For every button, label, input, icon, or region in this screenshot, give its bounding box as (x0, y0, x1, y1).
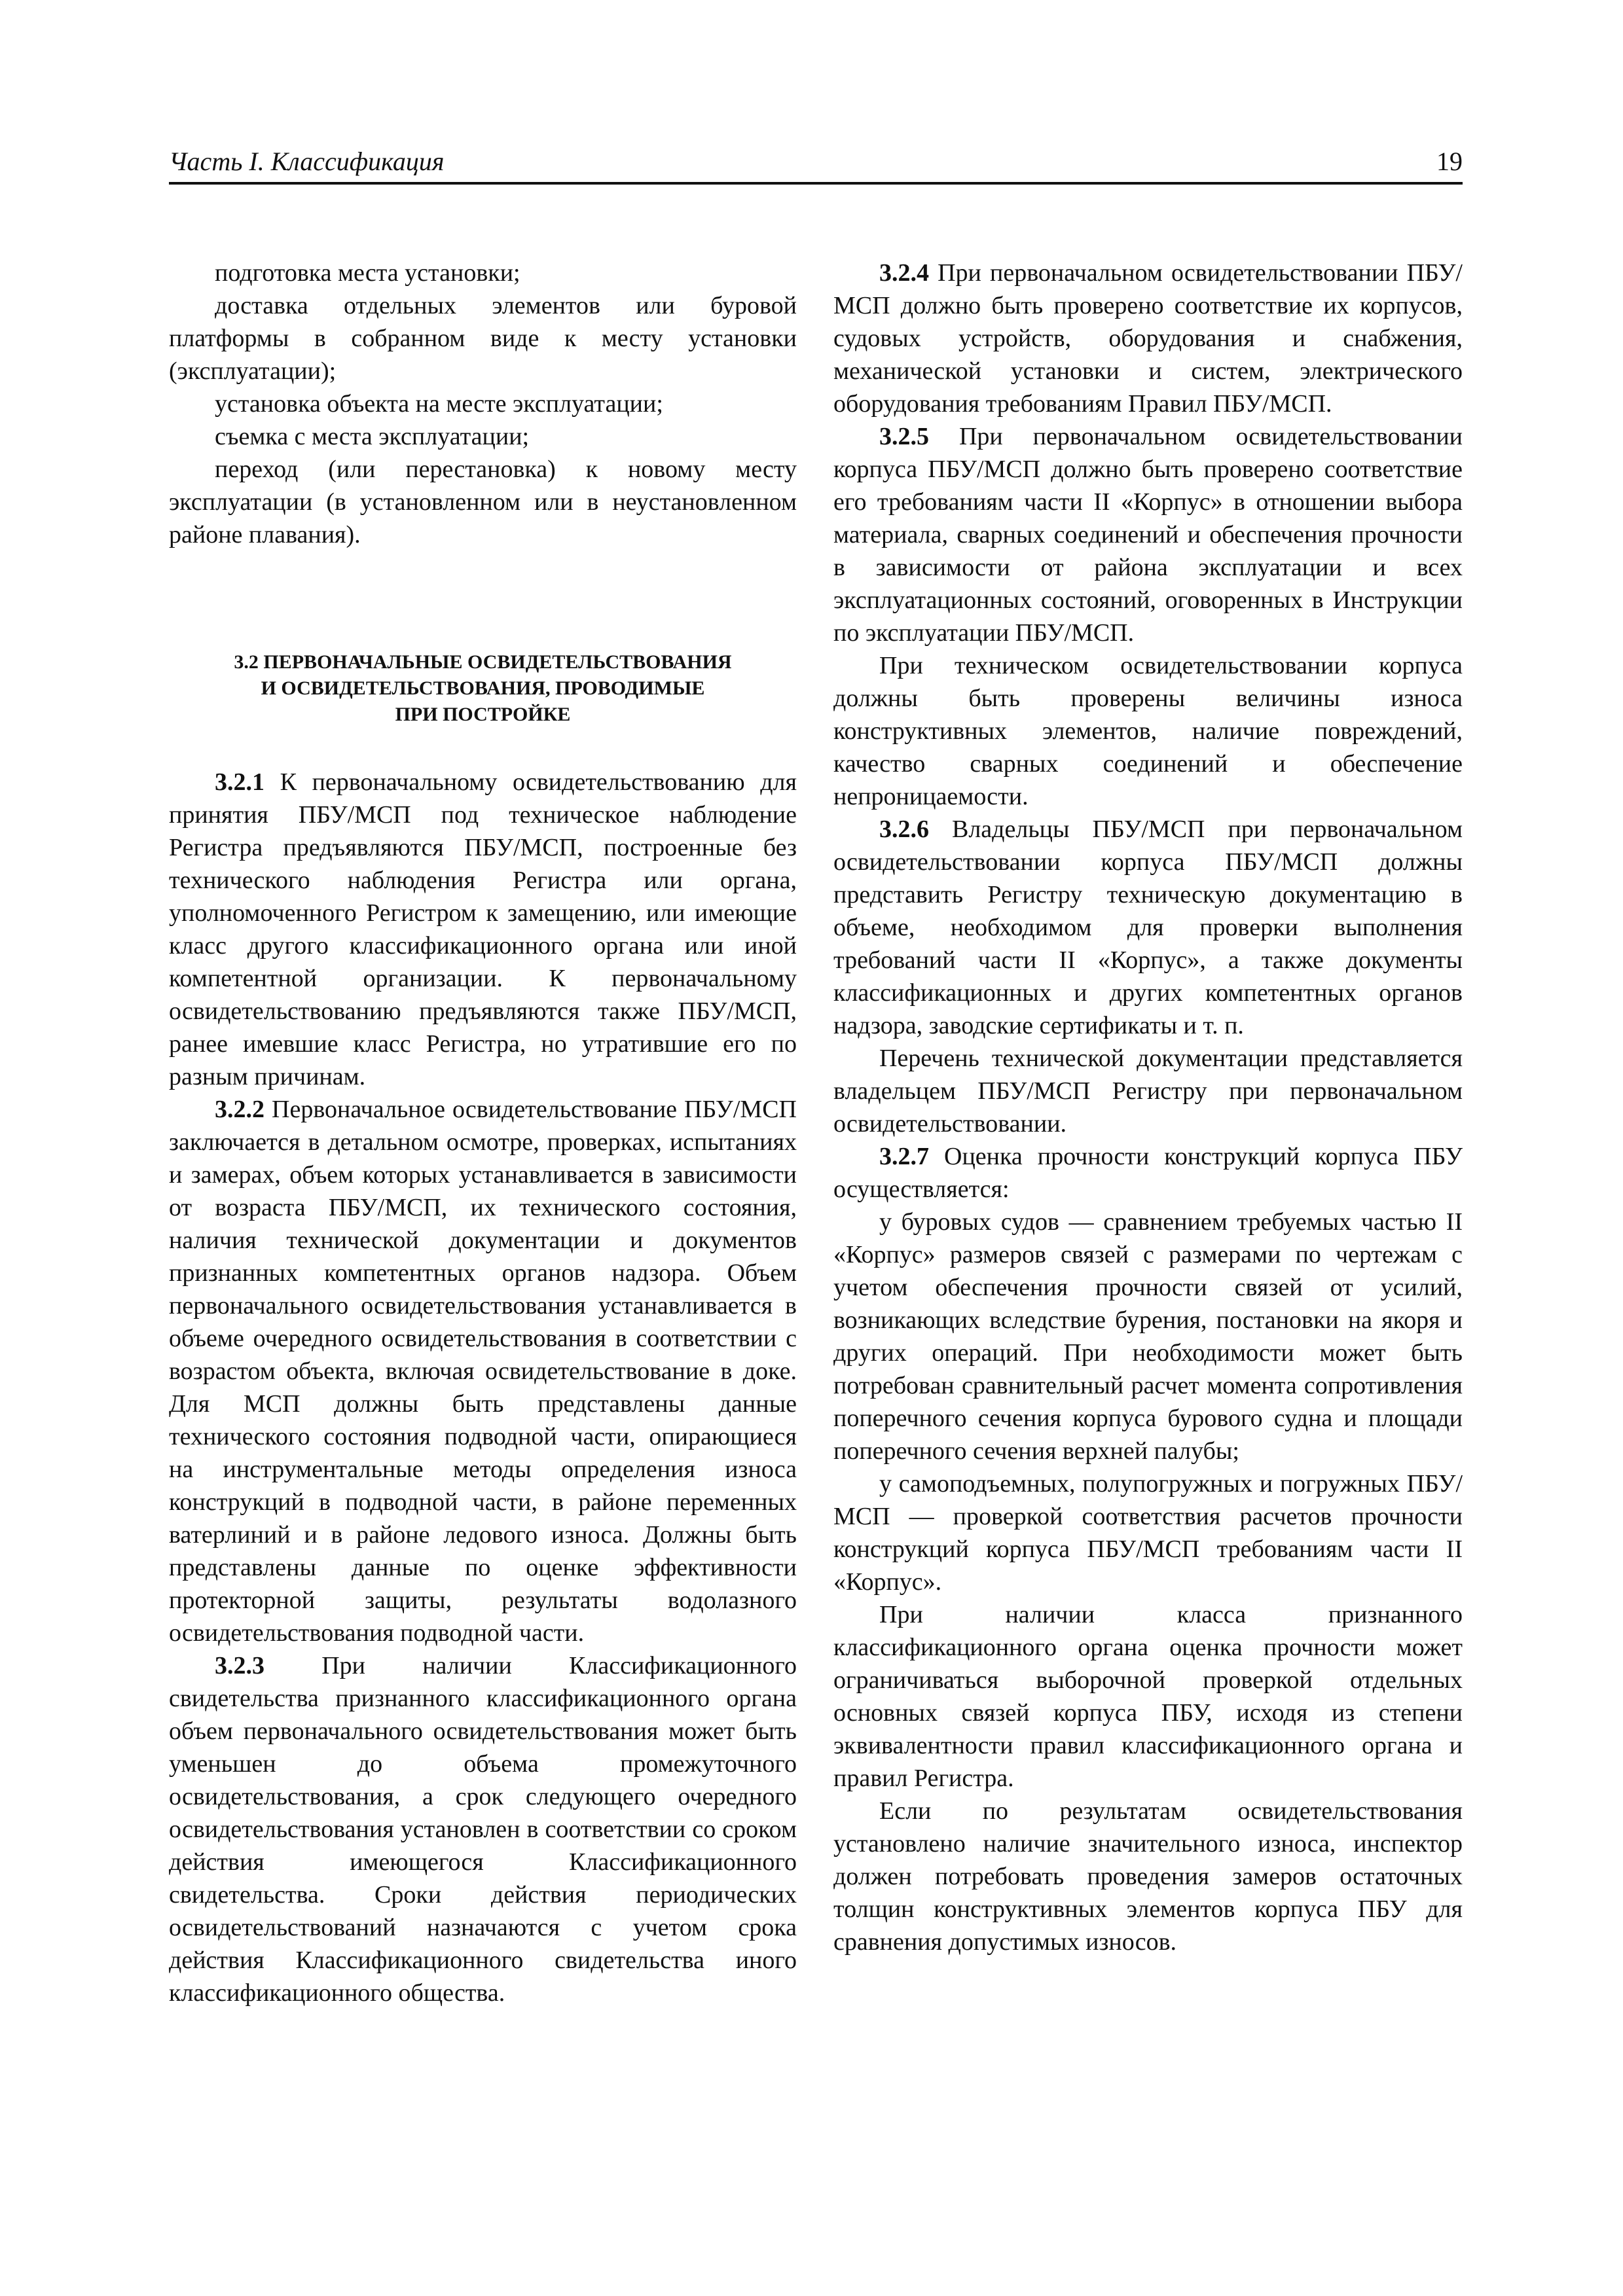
paragraph-text: При наличии Классификационного свидетельства признанного классификационного органа объем первоначального освидетельствования может быть уменьшен до объема промежуточного освидетельствования, а срок следующего очередного освидетельствования установлен в соответствии со сроком действия имеющегося Классификационного свидетельства. Сроки действия периодических освидетельствований назначаются с учетом срока действия Классификационного свидетельства иного классификационного общества. (169, 1652, 797, 2007)
paragraph-number: 3.2.1 (215, 768, 264, 796)
paragraph-3-2-4 (833, 257, 1463, 420)
paragraph-3-2-7 (833, 1140, 1463, 1206)
list-item: съемка с места эксплуатации; (215, 423, 530, 450)
paragraph-3-2-5 (833, 420, 1463, 649)
section-heading (169, 649, 797, 728)
paragraph: При техническом освидетельствовании корпуса должны быть проверены величины износа конструктивных элементов, наличие повреждений, качество сварных соединений и обеспечение непроницаемости. (833, 652, 1463, 810)
paragraph-text: Первоначальное освидетельствование ПБУ/МСП заключается в детальном осмотре, проверках, испытаниях и замерах, объем которых устанавливается в зависимости от возраста ПБУ/МСП, их технического состояния, наличия технической документации и документов признанных компетентных органов надзора. Объем первоначального освидетельствования устанавливается в объеме очередного освидетельствования в соответствии с возрастом объекта, включая освидетельствование в доке. Для МСП должны быть представлены данные технического состояния подводной части, опирающиеся на инструментальные методы определения износа конструкций в подводной части, в районе переменных ватерлиний и в районе ледового износа. Должны быть представлены данные по оценке эффективности протекторной защиты, результаты водолазного освидетельствования подводной части. (169, 1096, 797, 1647)
right-column (833, 257, 1463, 1958)
list-item: подготовка места установки; (215, 259, 520, 287)
running-header (169, 145, 1463, 185)
paragraph-3-2-2 (169, 1093, 797, 1649)
paragraph: При наличии класса признанного классификационного органа оценка прочности может ограничиваться выборочной проверкой отдельных основных связей корпуса ПБУ, исходя из степени эквивалентности правил классификационного органа и правил Регистра. (833, 1601, 1463, 1792)
paragraph-text: К первоначальному освидетельствованию для принятия ПБУ/МСП под техническое наблюдение Регистра предъявляются ПБУ/МСП, построенные без технического наблюдения Регистра или органа, уполномоченного Регистром к замещению, или имеющие класс другого классификационного органа или иной компетентной организации. К первоначальному освидетельствованию предъявляются также ПБУ/МСП, ранее имевшие класс Регистра, но утратившие его по разным причинам. (169, 768, 797, 1090)
section-heading-line: ПРИ ПОСТРОЙКЕ (395, 704, 571, 725)
paragraph: у самоподъемных, полупогружных и погружных ПБУ/МСП — проверкой соответствия расчетов прочности конструкций корпуса ПБУ/МСП требованиям части II «Корпус». (833, 1470, 1463, 1596)
paragraph-text: Владельцы ПБУ/МСП при первоначальном освидетельствовании корпуса ПБУ/МСП должны представить Регистру техническую документацию в объеме, необходимом для проверки выполнения требований части II «Корпус», а также документы классификационных и других компетентных органов надзора, заводские сертификаты и т. п. (833, 816, 1463, 1039)
section-heading-line: И ОСВИДЕТЕЛЬСТВОВАНИЯ, ПРОВОДИМЫЕ (261, 677, 705, 699)
paragraph-text: Оценка прочности конструкций корпуса ПБУ осуществляется: (833, 1143, 1463, 1203)
paragraph-number: 3.2.6 (879, 816, 929, 843)
paragraph-number: 3.2.4 (879, 259, 929, 287)
paragraph-number: 3.2.3 (215, 1652, 264, 1679)
paragraph-3-2-6 (833, 813, 1463, 1042)
list-item: доставка отдельных элементов или буровой платформы в собранном виде к месту установки (эксплуатации); (169, 292, 797, 385)
paragraph-text: При первоначальном освидетельствовании ПБУ/МСП должно быть проверено соответствие их корпусов, судовых устройств, оборудования и снабжения, механической установки и систем, электрического оборудования требованиям Правил ПБУ/МСП. (833, 259, 1463, 418)
list-item: переход (или перестановка) к новому месту эксплуатации (в установленном или в неустановленном районе плавания). (169, 456, 797, 548)
running-title: Часть I. Классификация (169, 147, 445, 176)
section-heading-line: 3.2 ПЕРВОНАЧАЛЬНЫЕ ОСВИДЕТЕЛЬСТВОВАНИЯ (234, 651, 732, 673)
paragraph: Если по результатам освидетельствования установлено наличие значительного износа, инспектор должен потребовать проведения замеров остаточных толщин конструктивных элементов корпуса ПБУ для сравнения допустимых износов. (833, 1797, 1463, 1956)
paragraph-3-2-3 (169, 1649, 797, 2009)
paragraph: у буровых судов — сравнением требуемых частью II «Корпус» размеров связей с размерами по чертежам с учетом обеспечения прочности связей от усилий, возникающих вследствие бурения, постановки на якоря и других операций. При необходимости может быть потребован сравнительный расчет момента сопротивления поперечного сечения корпуса бурового судна и площади поперечного сечения верхней палубы; (833, 1208, 1463, 1465)
paragraph: Перечень технической документации представляется владельцем ПБУ/МСП Регистру при первоначальном освидетельствовании. (833, 1045, 1463, 1138)
paragraph-number: 3.2.7 (879, 1143, 929, 1170)
paragraph-number: 3.2.5 (879, 423, 929, 450)
left-column (169, 257, 797, 2009)
paragraph-3-2-1 (169, 766, 797, 1093)
list-item: установка объекта на месте эксплуатации; (215, 390, 663, 418)
page-number: 19 (1436, 147, 1463, 176)
paragraph-text: При первоначальном освидетельствовании корпуса ПБУ/МСП должно быть проверено соответствие его требованиям части II «Корпус» в отношении выбора материала, сварных соединений и обеспечения прочности в зависимости от района эксплуатации и всех эксплуатационных состояний, оговоренных в Инструкции по эксплуатации ПБУ/МСП. (833, 423, 1463, 647)
paragraph-number: 3.2.2 (215, 1096, 264, 1123)
